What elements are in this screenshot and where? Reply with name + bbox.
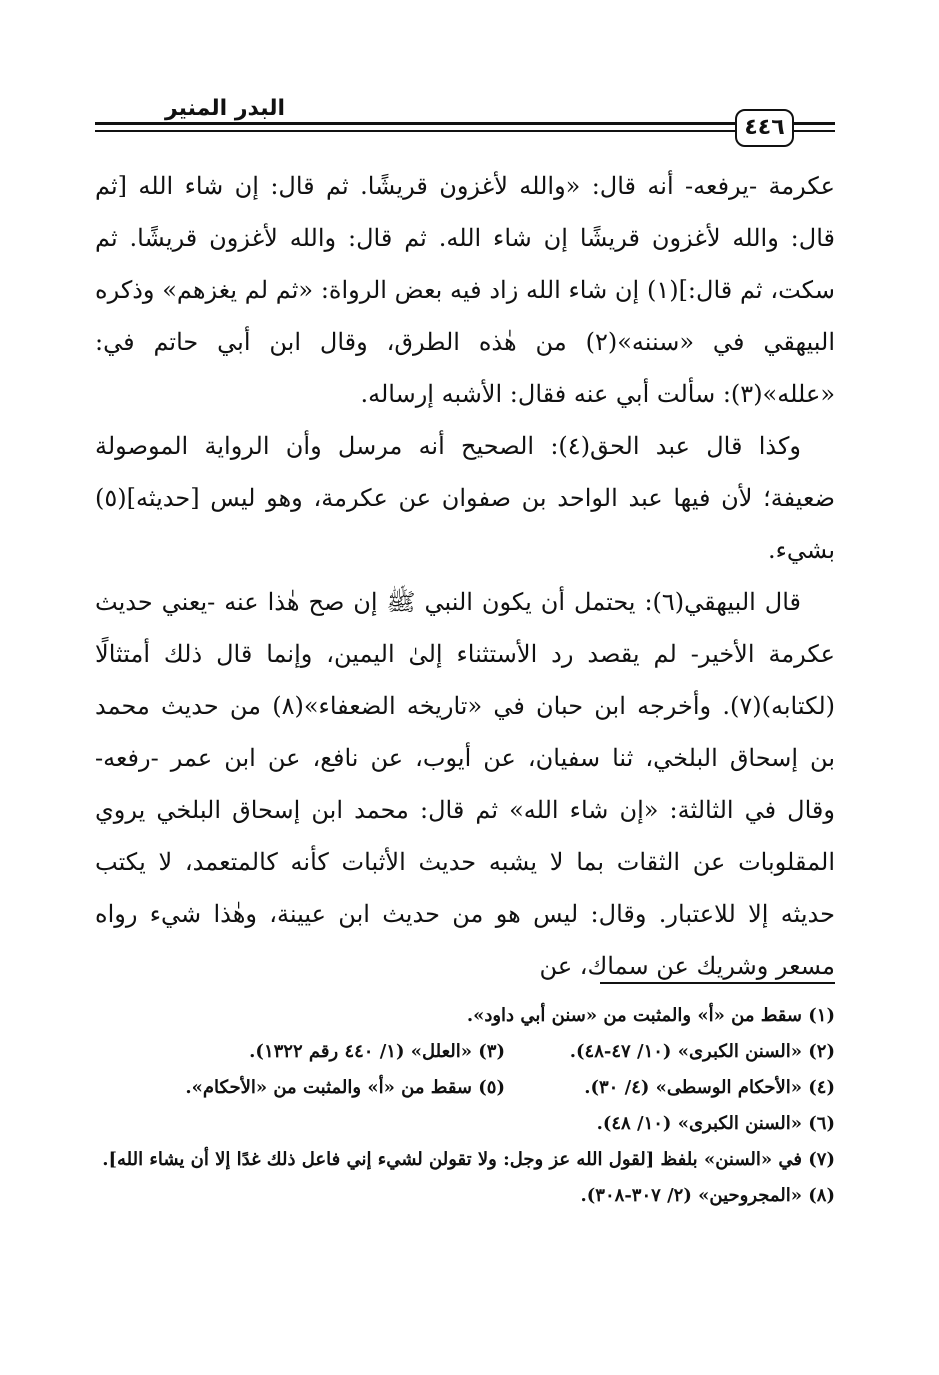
page-header: [95, 92, 835, 152]
footnote: (٤) «الأحكام الوسطى» (٤/ ٣٠).: [584, 1077, 835, 1098]
footnote: (٥) سقط من «أ» والمثبت من «الأحكام».: [185, 1077, 505, 1098]
paragraph: قال البيهقي(٦): يحتمل أن يكون النبي ﷺ إن صح هٰذا عنه -يعني حديث عكرمة الأخير- لم يقصد رد الأستثناء إلىٰ اليمين، وإنما قال ذلك أمتثالًا (لكتابه)(٧). وأخرجه ابن حبان في «تاريخه الضعفاء»(٨) من حديث محمد بن إسحاق البلخي، ثنا سفيان، عن أيوب، عن نافع، عن ابن عمر -رفعه- وقال في الثالثة: «إن شاء الله» ثم قال: محمد ابن إسحاق البلخي يروي المقلوبات عن الثقات بما لا يشبه حديث الأثبات كأنه كالمتعمد، لا يكتب حديثه إلا للاعتبار. وقال: ليس هو من حديث ابن عيينة، وهٰذا شيء رواه مسعر وشريك عن سماك، عن: [95, 588, 835, 980]
footnote: (٢) «السنن الكبرى» (١٠/ ٤٧-٤٨).: [569, 1041, 835, 1062]
footnote-row: [95, 1034, 835, 1070]
footnote: (٧) في «السنن» بلفظ [لقول الله عز وجل: ولا تقولن لشيء إني فاعل ذلك غدًا إلا أن يشاء الله].: [102, 1149, 835, 1170]
footnote-row: [95, 1178, 835, 1214]
header-rule: [95, 122, 735, 125]
main-text: [95, 160, 835, 992]
footnote-row: [95, 1070, 835, 1106]
page-number: ٤٤٦: [735, 109, 794, 147]
footnote-separator: [600, 982, 835, 984]
footnote-row: [95, 1106, 835, 1142]
header-rule: [790, 130, 835, 132]
footnote: (٦) «السنن الكبرى» (١٠/ ٤٨).: [596, 1113, 835, 1134]
footnote: (٨) «المجروحين» (٢/ ٣٠٧-٣٠٨).: [580, 1185, 835, 1206]
footnote-row: [95, 998, 835, 1034]
book-title: البدر المنير: [165, 96, 286, 121]
header-rule: [790, 122, 835, 125]
paragraph: وكذا قال عبد الحق(٤): الصحيح أنه مرسل وأن الرواية الموصولة ضعيفة؛ لأن فيها عبد الواحد بن صفوان عن عكرمة، وهو ليس [حديثه](٥) بشيء.: [95, 432, 835, 564]
footnote: (١) سقط من «أ» والمثبت من «سنن أبي داود».: [466, 1005, 835, 1026]
footnotes: [95, 998, 835, 1214]
header-rule: [95, 130, 735, 132]
footnote: (٣) «العلل» (١/ ٤٤٠ رقم ١٣٢٢).: [249, 1041, 505, 1062]
paragraph: عكرمة -يرفعه- أنه قال: «والله لأغزون قريشًا. ثم قال: إن شاء الله [ثم قال: والله لأغزون قريشًا إن شاء الله. ثم قال: والله لأغزون قريشًا. ثم سكت، ثم قال:](١) إن شاء الله زاد فيه بعض الرواة: «ثم لم يغزهم» وذكره البيهقي في «سننه»(٢) من هٰذه الطرق، وقال ابن أبي حاتم في: «علله»(٣): سألت أبي عنه فقال: الأشبه إرساله.: [95, 172, 835, 408]
